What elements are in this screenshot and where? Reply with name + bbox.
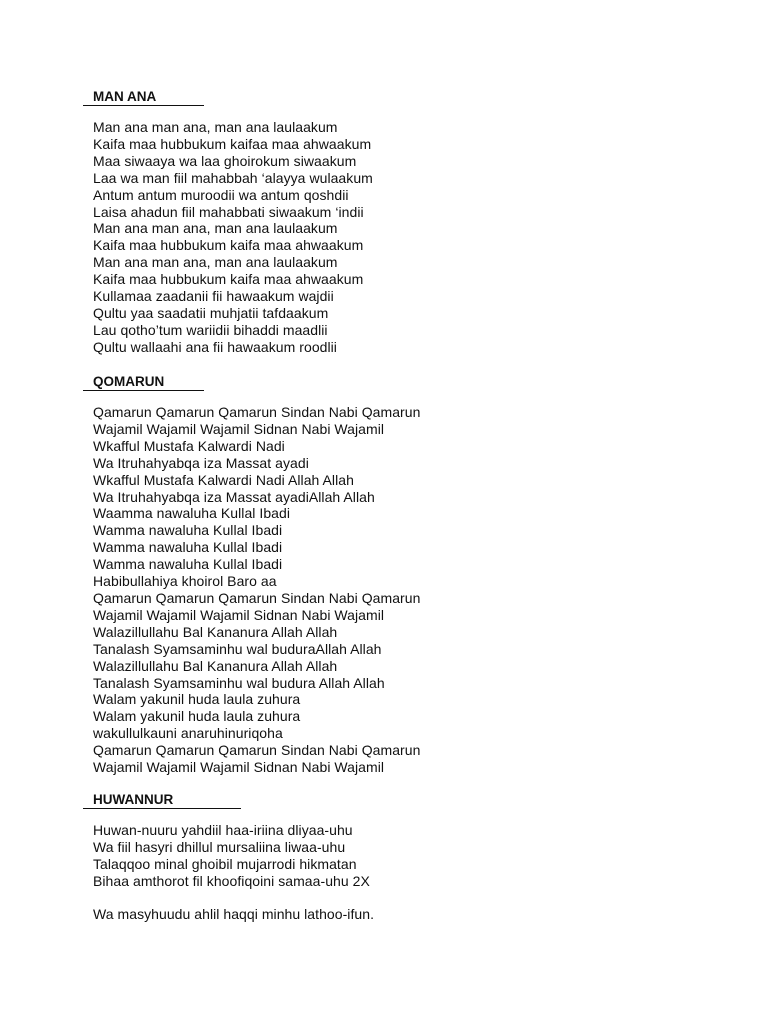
- lyric-line: Walam yakunil huda laula zuhura: [93, 708, 301, 725]
- section-man-ana: [93, 89, 713, 356]
- lyrics-block: [93, 404, 713, 776]
- lyric-line: Wajamil Wajamil Wajamil Sidnan Nabi Wajamil: [93, 759, 385, 776]
- section-title: MAN ANA: [93, 89, 157, 104]
- lyric-line: Qultu yaa saadatii muhjatii tafdaakum: [93, 304, 329, 321]
- lyric-line: Kullamaa zaadanii fii hawaakum wajdii: [93, 288, 334, 305]
- lyric-line: Qamarun Qamarun Qamarun Sindan Nabi Qamarun: [93, 589, 421, 606]
- section-qomarun: [93, 374, 713, 776]
- lyric-line: Wa Itruhahyabqa iza Massat ayadiAllah Allah: [93, 488, 375, 505]
- lyric-line: Walazillullahu Bal Kananura Allah Allah: [93, 623, 338, 640]
- lyric-line: Wkafful Mustafa Kalwardi Nadi Allah Allah: [93, 471, 354, 488]
- section-heading: [93, 89, 713, 109]
- section-heading: [93, 792, 713, 812]
- lyric-line: Qultu wallaahi ana fii hawaakum roodlii: [93, 338, 337, 355]
- lyric-line: Wkafful Mustafa Kalwardi Nadi: [93, 437, 285, 454]
- lyric-line-closing: Wa masyhuudu ahlil haqqi minhu lathoo-ifun.: [93, 905, 375, 922]
- lyric-line: Man ana man ana, man ana laulaakum: [93, 220, 338, 237]
- lyric-line: Wa Itruhahyabqa iza Massat ayadi: [93, 454, 309, 471]
- lyric-line: Laisa ahadun fiil mahabbati siwaakum ‘indii: [93, 203, 364, 220]
- lyric-line: Man ana man ana, man ana laulaakum: [93, 254, 338, 271]
- heading-underline: [83, 105, 204, 106]
- lyric-line: Qamarun Qamarun Qamarun Sindan Nabi Qamarun: [93, 404, 421, 420]
- lyric-line: Walam yakunil huda laula zuhura: [93, 691, 301, 708]
- lyric-line: Tanalash Syamsaminhu wal budura Allah Allah: [93, 674, 385, 691]
- lyric-line: wakullulkauni anaruhinuriqoha: [93, 725, 283, 742]
- lyric-line: Lau qotho’tum wariidii bihaddi maadlii: [93, 321, 328, 338]
- lyric-line: Wamma nawaluha Kullal Ibadi: [93, 556, 283, 573]
- lyric-line: Kaifa maa hubbukum kaifa maa ahwaakum: [93, 237, 364, 254]
- lyric-line: Bihaa amthorot fil khoofiqoini samaa-uhu 2X: [93, 872, 370, 889]
- heading-underline: [83, 808, 241, 809]
- lyrics-block: [93, 119, 713, 356]
- lyric-line: Talaqqoo minal ghoibil mujarrodi hikmatan: [93, 855, 357, 872]
- lyric-line: Wajamil Wajamil Wajamil Sidnan Nabi Wajamil: [93, 606, 385, 623]
- lyric-line: Wa fiil hasyri dhillul mursaliina liwaa-uhu: [93, 838, 346, 855]
- heading-underline: [83, 390, 204, 391]
- lyric-line: Man ana man ana, man ana laulaakum: [93, 119, 338, 135]
- lyric-line: Tanalash Syamsaminhu wal buduraAllah Allah: [93, 640, 382, 657]
- lyric-line: Laa wa man fiil mahabbah ‘alayya wulaakum: [93, 169, 373, 186]
- lyrics-block: [93, 822, 713, 923]
- section-heading: [93, 374, 713, 394]
- lyric-line: Huwan-nuuru yahdiil haa-iriina dliyaa-uhu: [93, 822, 353, 838]
- lyric-line: Kaifa maa hubbukum kaifaa maa ahwaakum: [93, 135, 372, 152]
- lyric-line: Habibullahiya khoirol Baro aa: [93, 573, 277, 590]
- lyric-line: Maa siwaaya wa laa ghoirokum siwaakum: [93, 152, 357, 169]
- lyric-line: Qamarun Qamarun Qamarun Sindan Nabi Qamarun: [93, 742, 421, 759]
- lyric-line: Walazillullahu Bal Kananura Allah Allah: [93, 657, 338, 674]
- section-huwannur: [93, 792, 713, 923]
- section-title: HUWANNUR: [93, 792, 174, 807]
- lyric-line: Kaifa maa hubbukum kaifa maa ahwaakum: [93, 271, 364, 288]
- lyric-line: Wamma nawaluha Kullal Ibadi: [93, 539, 283, 556]
- lyric-line: Antum antum muroodii wa antum qoshdii: [93, 186, 349, 203]
- lyric-line: Waamma nawaluha Kullal Ibadi: [93, 505, 290, 522]
- lyric-line: Wamma nawaluha Kullal Ibadi: [93, 522, 283, 539]
- section-title: QOMARUN: [93, 374, 165, 389]
- lyric-line: Wajamil Wajamil Wajamil Sidnan Nabi Wajamil: [93, 420, 385, 437]
